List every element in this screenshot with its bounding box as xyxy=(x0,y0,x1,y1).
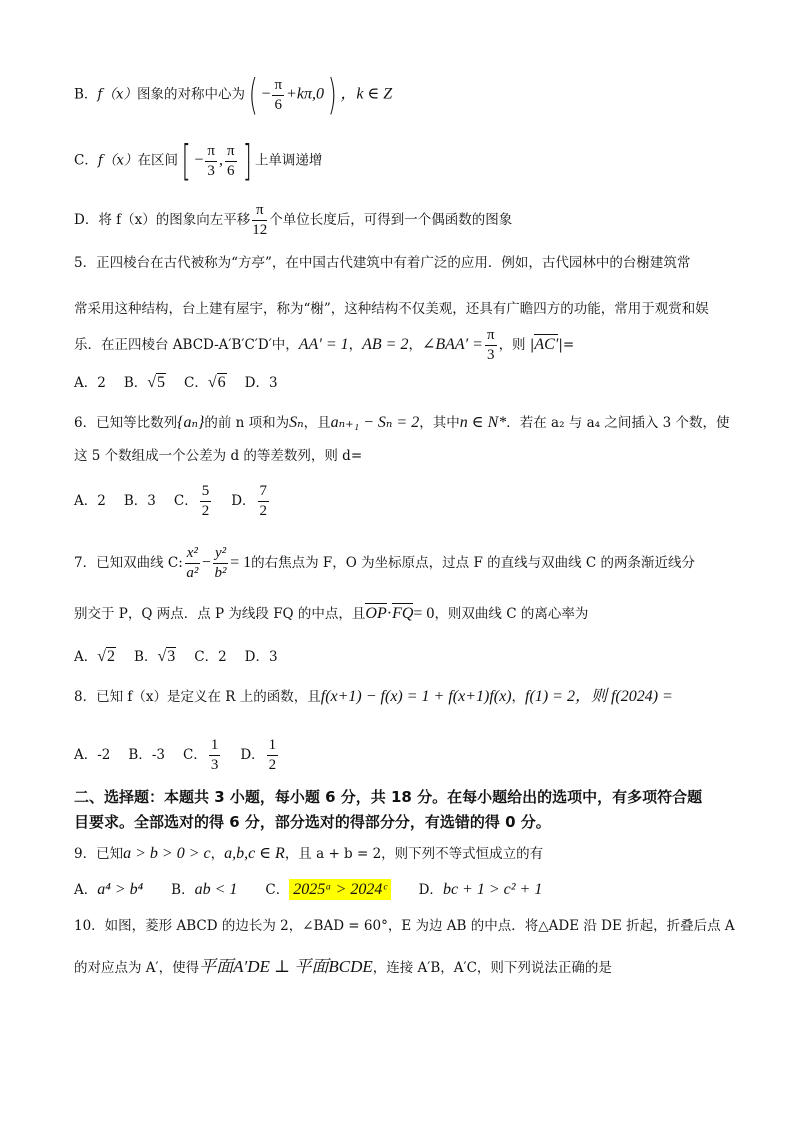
q10-line-1: 10．如图，菱形 ABCD 的边长为 2，∠BAD = 60°，E 为边 AB 的中点．将△ADE 沿 DE 折起，折叠后点 A xyxy=(74,918,735,934)
option-b: B．ab < 1 xyxy=(171,881,238,898)
question-text: 的前 n 项和为 xyxy=(204,415,290,431)
question-text: 乐．在正四棱台 ABCD-A′B′C′D′中， xyxy=(74,337,299,353)
fraction: $\frac{\pi}{6}$ xyxy=(274,76,283,113)
question-text: ，且 xyxy=(303,415,331,431)
q5-options xyxy=(74,375,724,391)
question-text: ，则 | xyxy=(498,337,535,353)
math-expr: 平面A′DE ⊥ 平面BCDE xyxy=(199,957,373,976)
option-label: B． xyxy=(74,86,98,103)
math-expr: {aₙ} xyxy=(177,414,205,431)
q6-line-1 xyxy=(74,414,730,431)
q8-line-1 xyxy=(74,689,724,705)
vector: OP xyxy=(365,605,387,622)
fraction: $\frac{\pi}{6}$ xyxy=(226,142,235,179)
highlighted-expr: 2025ᵃ > 2024ᶜ xyxy=(289,879,390,900)
question-text: ，且 a + b = 2，则下列不等式恒成立的有 xyxy=(284,846,544,862)
q8-options xyxy=(74,738,724,773)
option-b: B．√3 xyxy=(134,648,176,665)
q6-options xyxy=(74,484,724,519)
fraction: $\frac{\pi}{3}$ xyxy=(207,142,215,179)
option-text: 将 f（x）的图象向左平移 xyxy=(98,212,251,228)
section-heading-line-2: 目要求。全部选对的得 6 分，部分选对的得部分分，有选错的得 0 分。 xyxy=(74,813,551,831)
section-heading-line-1: 二、选择题：本题共 3 小题，每小题 6 分，共 18 分。在每小题给出的选项中，有多项符合题 xyxy=(74,788,703,806)
question-text: ， xyxy=(210,846,225,862)
q6-line-2: 这 5 个数组成一个公差为 d 的等差数列，则 d= xyxy=(74,448,363,464)
option-a: A．2 xyxy=(74,375,106,391)
left-paren: ( xyxy=(248,70,258,119)
left-bracket: [ xyxy=(181,136,191,185)
option-c: C．√6 xyxy=(184,374,226,391)
q7-line-2 xyxy=(74,606,724,622)
math-expr: ，k ∈ Z xyxy=(340,85,393,103)
question-text: ．若在 a₂ 与 a₄ 之间插入 3 个数，使 xyxy=(506,415,730,431)
question-text: ，其中 xyxy=(419,415,460,431)
math-expr: AA′ = 1 xyxy=(298,336,349,353)
option-text: 上单调递增 xyxy=(254,152,323,169)
function-name: f（x） xyxy=(97,86,138,103)
math-expr: a > b > 0 > c xyxy=(123,845,211,862)
option-d: D． $\frac{1}{2}$ xyxy=(240,737,277,773)
option-text: 在区间 xyxy=(137,152,178,169)
option-c: C．2 xyxy=(194,649,227,665)
option-label: D． xyxy=(74,212,99,228)
vector: FQ xyxy=(392,605,414,622)
option-text: 图象的对称中心为 xyxy=(137,86,246,103)
question-text: 6．已知等比数列 xyxy=(74,415,178,431)
math-expr: = 1 xyxy=(230,554,252,571)
option-a: A．-2 xyxy=(74,747,111,763)
math-expr: a,b,c ∈ R xyxy=(224,845,285,862)
option-d: D．3 xyxy=(244,649,278,665)
option-label: C． xyxy=(74,152,98,169)
math-expr: f(x+1) − f(x) = 1 + f(x+1)f(x) xyxy=(320,688,512,705)
q5-line-1: 5．正四棱台在古代被称为“方亭”，在中国古代建筑中有着广泛的应用．例如，古代园林中的台榭建筑常 xyxy=(74,255,691,271)
q7-line-1: 7．已知双曲线 C: $\frac{\text{x²}}{\text{a²}}$ − $\frac{\text{y²}}{\text{b²}}$ = 1的右焦点为 F，O 为坐标原点，过点 F 的直线与双曲线 C 的两条渐近线分 xyxy=(74,545,696,581)
question-text: ， xyxy=(511,689,526,705)
fraction: $\frac{\pi}{12}$ xyxy=(252,202,268,238)
option-a: A．√2 xyxy=(74,648,116,665)
option-c: C． 2025ᵃ > 2024ᶜ xyxy=(265,882,390,898)
question-text: ，则双曲线 C 的离心率为 xyxy=(434,606,589,622)
q4-option-c: C．f（x）在区间[ − $\frac{\pi}{3}$ , $\frac{\pi}{6}$ ] 上单调递增 xyxy=(74,136,323,185)
math-expr: f(1) = 2 xyxy=(525,688,575,705)
question-text: 别交于 P，Q 两点．点 P 为线段 FQ 的中点，且 xyxy=(74,606,366,622)
math-expr: +kπ,0 xyxy=(286,85,324,103)
question-text: 7．已知双曲线 C: xyxy=(74,555,183,571)
question-text: 8．已知 f（x）是定义在 R 上的函数，且 xyxy=(74,689,321,705)
function-name: f（x） xyxy=(97,152,138,169)
option-d: D．bc + 1 > c² + 1 xyxy=(418,881,543,898)
question-text: 的对应点为 A′，使得 xyxy=(74,960,200,976)
question-text: 9．已知 xyxy=(74,846,124,862)
option-c: C． $\frac{5}{2}$ xyxy=(173,483,210,519)
question-text: ，连接 A′B，A′C，则下列说法正确的是 xyxy=(372,960,612,976)
option-text: 个单位长度后，可得到一个偶函数的图象 xyxy=(269,212,513,228)
option-d: D．3 xyxy=(244,375,278,391)
right-paren: ) xyxy=(327,70,337,119)
option-d: D． $\frac{7}{2}$ xyxy=(231,483,268,519)
math-expr: ∠BAA′ = xyxy=(421,336,483,353)
fraction: $\frac{\text{x²}}{\text{a²}}$ xyxy=(186,545,199,581)
dot-operator: · xyxy=(386,605,393,622)
fraction: $\frac{\pi}{3}$ xyxy=(486,327,495,363)
math-expr: Sₙ xyxy=(289,414,304,431)
q7-options xyxy=(74,649,724,665)
math-expr: aₙ₊₁ − Sₙ = 2 xyxy=(330,414,420,431)
math-expr: ，则 f(2024) = xyxy=(574,688,673,705)
option-b: B．√5 xyxy=(123,374,166,391)
q9-line-1 xyxy=(74,846,724,862)
option-b: B．-3 xyxy=(128,747,165,763)
option-b: B．3 xyxy=(123,493,156,509)
option-a: A．a⁴ > b⁴ xyxy=(74,881,144,898)
math-expr: = 0 xyxy=(413,605,435,622)
q4-option-d xyxy=(74,203,724,238)
vector: AC′ xyxy=(534,336,559,353)
math-expr: AB = 2 xyxy=(362,336,409,353)
option-a: A．2 xyxy=(74,493,106,509)
right-bracket: ] xyxy=(242,136,252,185)
q5-line-3: 乐．在正四棱台 ABCD-A′B′C′D′中，AA′ = 1，AB = 2，∠BAA′ = $\frac{\pi}{3}$ ，则 |AC′|= xyxy=(74,327,575,363)
q4-option-b: B．f（x）图象的对称中心为( − $\frac{\pi}{6}$ +kπ,0) ，k ∈ Z xyxy=(74,70,393,119)
question-text: |= xyxy=(558,337,575,353)
math-expr: n ∈ N* xyxy=(459,414,507,431)
q5-line-2: 常采用这种结构，台上建有屋宇，称为“榭”，这种结构不仅美观，还具有广瞻四方的功能，常用于观赏和娱 xyxy=(74,301,709,317)
q10-line-2 xyxy=(74,958,724,976)
option-c: C． $\frac{1}{3}$ xyxy=(182,737,219,773)
fraction: $\frac{\text{y²}}{\text{b²}}$ xyxy=(214,545,227,581)
q9-options xyxy=(74,882,724,898)
question-text: 的右焦点为 F，O 为坐标原点，过点 F 的直线与双曲线 C 的两条渐近线分 xyxy=(251,555,696,571)
